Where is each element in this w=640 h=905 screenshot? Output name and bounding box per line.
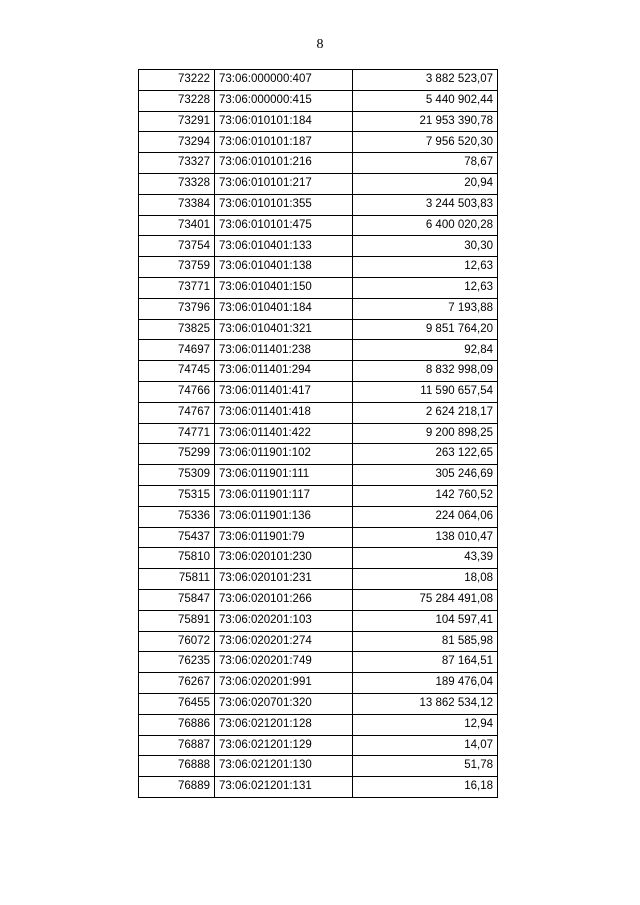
value-cell: 5 440 902,44 xyxy=(353,90,498,111)
value-cell: 11 590 657,54 xyxy=(353,381,498,402)
cadastral-number-cell: 73:06:021201:129 xyxy=(215,735,353,756)
value-cell: 104 597,41 xyxy=(353,610,498,631)
row-id-cell: 73294 xyxy=(139,132,215,153)
table-body xyxy=(139,70,498,798)
value-cell: 75 284 491,08 xyxy=(353,589,498,610)
table-row xyxy=(139,236,498,257)
row-id-cell: 75811 xyxy=(139,569,215,590)
row-id-cell: 73222 xyxy=(139,70,215,91)
value-cell: 224 064,06 xyxy=(353,506,498,527)
table-row xyxy=(139,381,498,402)
row-id-cell: 76886 xyxy=(139,714,215,735)
row-id-cell: 76889 xyxy=(139,777,215,798)
table-row xyxy=(139,298,498,319)
cadastral-number-cell: 73:06:010101:187 xyxy=(215,132,353,153)
cadastral-number-cell: 73:06:010401:133 xyxy=(215,236,353,257)
row-id-cell: 76455 xyxy=(139,693,215,714)
value-cell: 13 862 534,12 xyxy=(353,693,498,714)
table-row xyxy=(139,506,498,527)
cadastral-number-cell: 73:06:020201:103 xyxy=(215,610,353,631)
cadastral-number-cell: 73:06:021201:131 xyxy=(215,777,353,798)
value-cell: 189 476,04 xyxy=(353,673,498,694)
cadastral-number-cell: 73:06:010101:355 xyxy=(215,194,353,215)
cadastral-number-cell: 73:06:011401:422 xyxy=(215,423,353,444)
row-id-cell: 75315 xyxy=(139,485,215,506)
row-id-cell: 73754 xyxy=(139,236,215,257)
cadastral-number-cell: 73:06:010101:216 xyxy=(215,153,353,174)
row-id-cell: 73328 xyxy=(139,173,215,194)
value-cell: 3 882 523,07 xyxy=(353,70,498,91)
cadastral-number-cell: 73:06:020201:274 xyxy=(215,631,353,652)
row-id-cell: 75810 xyxy=(139,548,215,569)
row-id-cell: 73401 xyxy=(139,215,215,236)
value-cell: 7 193,88 xyxy=(353,298,498,319)
cadastral-number-cell: 73:06:020101:266 xyxy=(215,589,353,610)
value-cell: 2 624 218,17 xyxy=(353,402,498,423)
table-row xyxy=(139,361,498,382)
row-id-cell: 75336 xyxy=(139,506,215,527)
table-row xyxy=(139,70,498,91)
row-id-cell: 73228 xyxy=(139,90,215,111)
row-id-cell: 73771 xyxy=(139,277,215,298)
table-row xyxy=(139,402,498,423)
table-row xyxy=(139,423,498,444)
table-row xyxy=(139,735,498,756)
value-cell: 9 851 764,20 xyxy=(353,319,498,340)
table-row xyxy=(139,90,498,111)
row-id-cell: 74766 xyxy=(139,381,215,402)
cadastral-number-cell: 73:06:010401:138 xyxy=(215,257,353,278)
cadastral-number-cell: 73:06:011401:294 xyxy=(215,361,353,382)
row-id-cell: 76887 xyxy=(139,735,215,756)
table-row xyxy=(139,631,498,652)
cadastral-number-cell: 73:06:011901:136 xyxy=(215,506,353,527)
value-cell: 263 122,65 xyxy=(353,444,498,465)
row-id-cell: 74771 xyxy=(139,423,215,444)
table-row xyxy=(139,569,498,590)
value-cell: 12,94 xyxy=(353,714,498,735)
cadastral-number-cell: 73:06:011401:417 xyxy=(215,381,353,402)
row-id-cell: 76267 xyxy=(139,673,215,694)
value-cell: 12,63 xyxy=(353,257,498,278)
table-row xyxy=(139,610,498,631)
table-row xyxy=(139,153,498,174)
cadastral-number-cell: 73:06:011901:102 xyxy=(215,444,353,465)
cadastral-number-cell: 73:06:010101:475 xyxy=(215,215,353,236)
row-id-cell: 75891 xyxy=(139,610,215,631)
value-cell: 51,78 xyxy=(353,756,498,777)
table-row xyxy=(139,194,498,215)
cadastral-number-cell: 73:06:011901:117 xyxy=(215,485,353,506)
cadastral-number-cell: 73:06:021201:130 xyxy=(215,756,353,777)
cadastral-number-cell: 73:06:010101:184 xyxy=(215,111,353,132)
table-row xyxy=(139,465,498,486)
table-row xyxy=(139,277,498,298)
value-cell: 43,39 xyxy=(353,548,498,569)
table-row xyxy=(139,673,498,694)
value-cell: 87 164,51 xyxy=(353,652,498,673)
cadastral-number-cell: 73:06:010401:184 xyxy=(215,298,353,319)
cadastral-number-cell: 73:06:011901:111 xyxy=(215,465,353,486)
row-id-cell: 74767 xyxy=(139,402,215,423)
cadastral-number-cell: 73:06:011901:79 xyxy=(215,527,353,548)
value-cell: 138 010,47 xyxy=(353,527,498,548)
row-id-cell: 73825 xyxy=(139,319,215,340)
table-row xyxy=(139,215,498,236)
value-cell: 6 400 020,28 xyxy=(353,215,498,236)
table-row xyxy=(139,589,498,610)
row-id-cell: 74697 xyxy=(139,340,215,361)
value-cell: 9 200 898,25 xyxy=(353,423,498,444)
row-id-cell: 75299 xyxy=(139,444,215,465)
table-row xyxy=(139,652,498,673)
cadastral-number-cell: 73:06:020201:991 xyxy=(215,673,353,694)
value-cell: 81 585,98 xyxy=(353,631,498,652)
table-row xyxy=(139,693,498,714)
cadastral-number-cell: 73:06:010401:321 xyxy=(215,319,353,340)
value-cell: 12,63 xyxy=(353,277,498,298)
row-id-cell: 76072 xyxy=(139,631,215,652)
cadastral-number-cell: 73:06:020101:231 xyxy=(215,569,353,590)
value-cell: 92,84 xyxy=(353,340,498,361)
cadastral-number-cell: 73:06:000000:415 xyxy=(215,90,353,111)
table-row xyxy=(139,548,498,569)
table-row xyxy=(139,714,498,735)
table-row xyxy=(139,319,498,340)
row-id-cell: 76235 xyxy=(139,652,215,673)
row-id-cell: 73384 xyxy=(139,194,215,215)
table-row xyxy=(139,444,498,465)
table-row xyxy=(139,485,498,506)
value-cell: 20,94 xyxy=(353,173,498,194)
cadastral-number-cell: 73:06:011401:238 xyxy=(215,340,353,361)
row-id-cell: 75437 xyxy=(139,527,215,548)
table-row xyxy=(139,340,498,361)
cadastral-number-cell: 73:06:010101:217 xyxy=(215,173,353,194)
value-cell: 21 953 390,78 xyxy=(353,111,498,132)
value-cell: 14,07 xyxy=(353,735,498,756)
row-id-cell: 73796 xyxy=(139,298,215,319)
value-cell: 8 832 998,09 xyxy=(353,361,498,382)
table-row xyxy=(139,173,498,194)
cadastral-number-cell: 73:06:020701:320 xyxy=(215,693,353,714)
value-cell: 7 956 520,30 xyxy=(353,132,498,153)
row-id-cell: 75847 xyxy=(139,589,215,610)
value-cell: 30,30 xyxy=(353,236,498,257)
row-id-cell: 76888 xyxy=(139,756,215,777)
cadastral-number-cell: 73:06:021201:128 xyxy=(215,714,353,735)
value-cell: 3 244 503,83 xyxy=(353,194,498,215)
value-cell: 78,67 xyxy=(353,153,498,174)
value-cell: 18,08 xyxy=(353,569,498,590)
row-id-cell: 75309 xyxy=(139,465,215,486)
table-row xyxy=(139,111,498,132)
cadastral-number-cell: 73:06:011401:418 xyxy=(215,402,353,423)
value-cell: 142 760,52 xyxy=(353,485,498,506)
table-row xyxy=(139,132,498,153)
row-id-cell: 73291 xyxy=(139,111,215,132)
row-id-cell: 74745 xyxy=(139,361,215,382)
value-cell: 16,18 xyxy=(353,777,498,798)
value-cell: 305 246,69 xyxy=(353,465,498,486)
cadastral-number-cell: 73:06:000000:407 xyxy=(215,70,353,91)
cadastral-value-table xyxy=(138,69,498,798)
row-id-cell: 73327 xyxy=(139,153,215,174)
table-row xyxy=(139,527,498,548)
cadastral-number-cell: 73:06:020201:749 xyxy=(215,652,353,673)
cadastral-number-cell: 73:06:010401:150 xyxy=(215,277,353,298)
page-number: 8 xyxy=(316,37,324,52)
table-row xyxy=(139,777,498,798)
table-row xyxy=(139,756,498,777)
cadastral-number-cell: 73:06:020101:230 xyxy=(215,548,353,569)
table-row xyxy=(139,257,498,278)
row-id-cell: 73759 xyxy=(139,257,215,278)
